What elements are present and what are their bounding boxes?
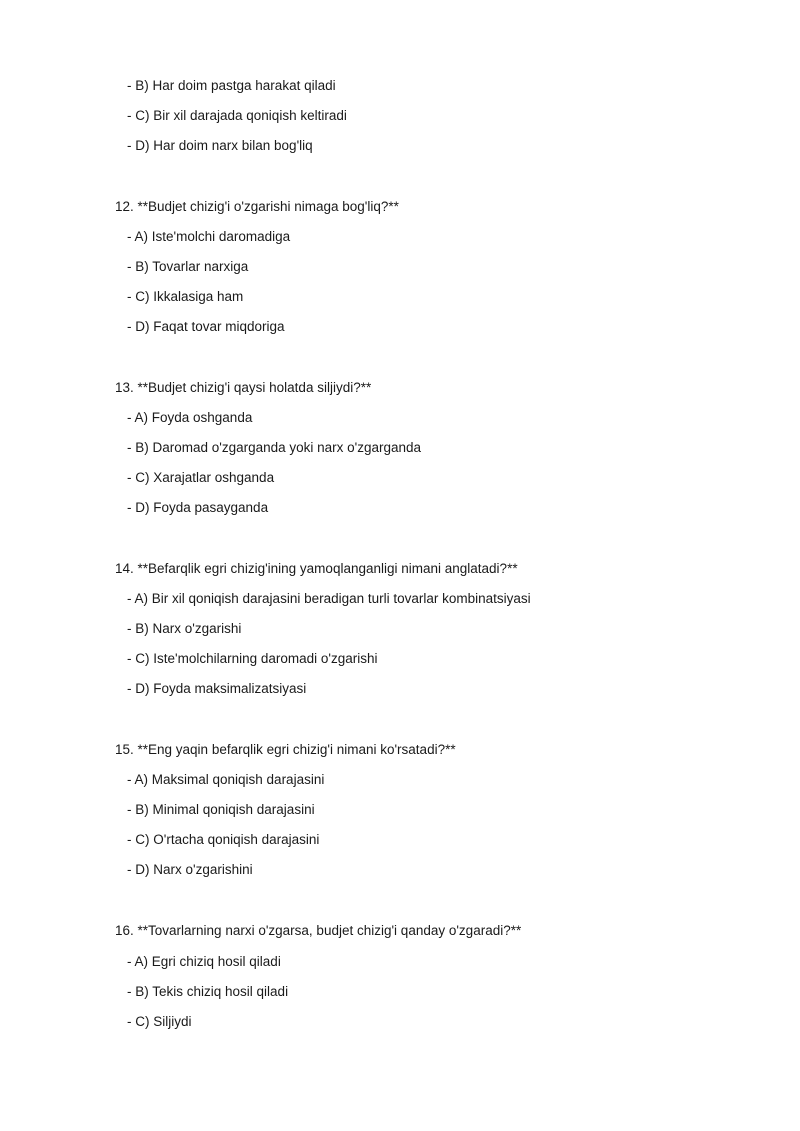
- question-15-option-d: - D) Narx o'zgarishini: [127, 862, 253, 877]
- question-16-option-c: - C) Siljiydi: [127, 1014, 192, 1029]
- continued-option-c: - C) Bir xil darajada qoniqish keltiradi: [127, 108, 347, 123]
- continued-option-d: - D) Har doim narx bilan bog'liq: [127, 138, 313, 153]
- question-13-option-b: - B) Daromad o'zgarganda yoki narx o'zgarganda: [127, 440, 422, 455]
- question-15-option-c: - C) O'rtacha qoniqish darajasini: [127, 832, 320, 847]
- question-13-option-d: - D) Foyda pasayganda: [127, 500, 269, 515]
- question-16: 16. **Tovarlarning narxi o'zgarsa, budjet chizig'i qanday o'zgaradi?**: [115, 923, 522, 938]
- question-14-option-c: - C) Iste'molchilarning daromadi o'zgarishi: [127, 651, 378, 666]
- question-15-option-b: - B) Minimal qoniqish darajasini: [127, 802, 315, 817]
- question-12: 12. **Budjet chizig'i o'zgarishi nimaga bog'liq?**: [115, 199, 399, 214]
- question-14-option-a: - A) Bir xil qoniqish darajasini beradigan turli tovarlar kombinatsiyasi: [127, 591, 531, 606]
- question-12-option-d: - D) Faqat tovar miqdoriga: [127, 319, 285, 334]
- question-13-option-a: - A) Foyda oshganda: [127, 410, 253, 425]
- question-15: 15. **Eng yaqin befarqlik egri chizig'i nimani ko'rsatadi?**: [115, 742, 456, 757]
- question-14-option-d: - D) Foyda maksimalizatsiyasi: [127, 681, 307, 696]
- question-12-option-c: - C) Ikkalasiga ham: [127, 289, 244, 304]
- question-14: 14. **Befarqlik egri chizig'ining yamoqlanganligi nimani anglatadi?**: [115, 561, 518, 576]
- question-13: 13. **Budjet chizig'i qaysi holatda siljiydi?**: [115, 380, 372, 395]
- question-12-option-a: - A) Iste'molchi daromadiga: [127, 229, 291, 244]
- question-14-option-b: - B) Narx o'zgarishi: [127, 621, 242, 636]
- question-16-option-a: - A) Egri chiziq hosil qiladi: [127, 954, 281, 969]
- continued-option-b: - B) Har doim pastga harakat qiladi: [127, 78, 336, 93]
- question-13-option-c: - C) Xarajatlar oshganda: [127, 470, 275, 485]
- question-15-option-a: - A) Maksimal qoniqish darajasini: [127, 772, 325, 787]
- question-12-option-b: - B) Tovarlar narxiga: [127, 259, 249, 274]
- question-16-option-b: - B) Tekis chiziq hosil qiladi: [127, 984, 289, 999]
